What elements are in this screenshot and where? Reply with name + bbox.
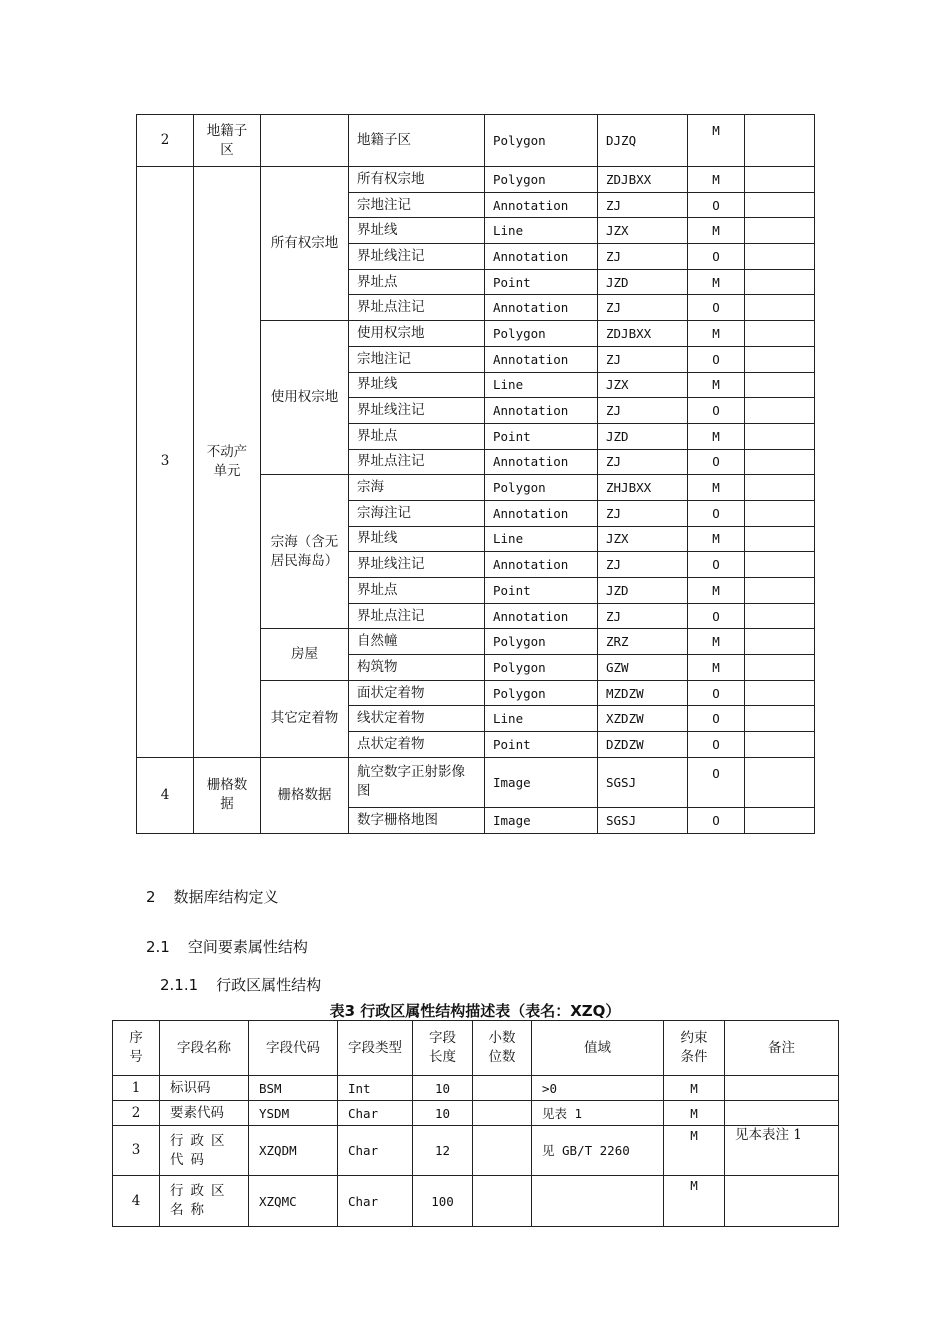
attribute-structure-table — [112, 1020, 839, 1227]
geometry-type: Polygon — [485, 167, 598, 193]
geometry-type: Point — [485, 269, 598, 295]
field-length: 100 — [413, 1176, 473, 1227]
column-header: 字段代码 — [249, 1021, 338, 1076]
layer-name: 宗地注记 — [349, 192, 485, 218]
geometry-type: Line — [485, 526, 598, 552]
field-decimals — [473, 1176, 532, 1227]
table-row — [113, 1101, 839, 1126]
feature-layer-table — [136, 114, 815, 834]
layer-name: 界址线注记 — [349, 552, 485, 578]
table-caption: 表3 行政区属性结构描述表（表名：XZQ） — [329, 1002, 621, 1020]
remark — [745, 321, 815, 347]
constraint: M — [664, 1126, 725, 1176]
layer-code: ZHJBXX — [598, 475, 688, 501]
geometry-type: Annotation — [485, 603, 598, 629]
remark — [745, 578, 815, 604]
table-row — [137, 757, 815, 807]
remark — [745, 526, 815, 552]
constraint: M — [688, 423, 745, 449]
layer-name: 线状定着物 — [349, 706, 485, 732]
remark — [745, 655, 815, 681]
constraint: O — [688, 732, 745, 758]
geometry-type: Polygon — [485, 321, 598, 347]
value-domain — [532, 1176, 664, 1227]
field-type: Char — [338, 1126, 413, 1176]
constraint: O — [688, 295, 745, 321]
layer-code: XZDZW — [598, 706, 688, 732]
field-decimals — [473, 1101, 532, 1126]
geometry-type: Annotation — [485, 552, 598, 578]
field-length: 10 — [413, 1101, 473, 1126]
layer-name: 自然幢 — [349, 629, 485, 655]
remark — [745, 552, 815, 578]
constraint: O — [688, 807, 745, 833]
constraint: M — [688, 115, 745, 167]
layer-name: 界址点注记 — [349, 449, 485, 475]
layer-name: 界址点 — [349, 269, 485, 295]
constraint: O — [688, 346, 745, 372]
layer-name: 界址线注记 — [349, 244, 485, 270]
constraint: O — [688, 757, 745, 807]
group-cell: 所有权宗地 — [261, 167, 349, 321]
remark — [745, 372, 815, 398]
geometry-type: Point — [485, 578, 598, 604]
column-header: 字段长度 — [413, 1021, 473, 1076]
row-number: 1 — [113, 1076, 160, 1101]
note: 见本表注 1 — [725, 1126, 839, 1176]
group-cell: 其它定着物 — [261, 680, 349, 757]
heading-section-2: 2 数据库结构定义 — [146, 888, 279, 906]
category-cell: 地籍子区 — [194, 115, 261, 167]
geometry-type: Image — [485, 807, 598, 833]
geometry-type: Image — [485, 757, 598, 807]
remark — [745, 167, 815, 193]
geometry-type: Annotation — [485, 295, 598, 321]
layer-code: JZX — [598, 218, 688, 244]
layer-name: 构筑物 — [349, 655, 485, 681]
group-cell: 宗海（含无居民海岛） — [261, 475, 349, 629]
layer-code: MZDZW — [598, 680, 688, 706]
geometry-type: Polygon — [485, 680, 598, 706]
layer-code: ZJ — [598, 192, 688, 218]
layer-name: 面状定着物 — [349, 680, 485, 706]
constraint: M — [688, 655, 745, 681]
layer-code: ZJ — [598, 346, 688, 372]
layer-name: 地籍子区 — [349, 115, 485, 167]
constraint: O — [688, 398, 745, 424]
constraint: M — [688, 372, 745, 398]
constraint: M — [688, 526, 745, 552]
layer-name: 界址线 — [349, 526, 485, 552]
geometry-type: Annotation — [485, 500, 598, 526]
constraint: O — [688, 680, 745, 706]
layer-name: 点状定着物 — [349, 732, 485, 758]
geometry-type: Annotation — [485, 449, 598, 475]
layer-code: ZDJBXX — [598, 167, 688, 193]
field-name: 行政区名称 — [160, 1176, 249, 1227]
remark — [745, 115, 815, 167]
constraint: M — [664, 1101, 725, 1126]
note — [725, 1076, 839, 1101]
row-number: 2 — [137, 115, 194, 167]
constraint: M — [688, 475, 745, 501]
remark — [745, 269, 815, 295]
layer-code: JZD — [598, 269, 688, 295]
row-number: 4 — [113, 1176, 160, 1227]
layer-code: JZX — [598, 372, 688, 398]
heading-section-2-1: 2.1 空间要素属性结构 — [146, 938, 308, 956]
layer-code: SGSJ — [598, 807, 688, 833]
row-number: 3 — [113, 1126, 160, 1176]
remark — [745, 475, 815, 501]
field-length: 12 — [413, 1126, 473, 1176]
layer-code: ZJ — [598, 552, 688, 578]
constraint: O — [688, 192, 745, 218]
layer-name: 界址点注记 — [349, 295, 485, 321]
geometry-type: Line — [485, 372, 598, 398]
layer-name: 界址点注记 — [349, 603, 485, 629]
layer-code: ZJ — [598, 603, 688, 629]
group-cell: 房屋 — [261, 629, 349, 680]
layer-code: SGSJ — [598, 757, 688, 807]
layer-name: 界址点 — [349, 578, 485, 604]
remark — [745, 295, 815, 321]
layer-code: JZD — [598, 578, 688, 604]
table-row — [113, 1126, 839, 1176]
geometry-type: Polygon — [485, 475, 598, 501]
field-code: XZQDM — [249, 1126, 338, 1176]
layer-name: 界址点 — [349, 423, 485, 449]
group-cell — [261, 115, 349, 167]
constraint: O — [688, 244, 745, 270]
remark — [745, 218, 815, 244]
layer-code: DJZQ — [598, 115, 688, 167]
layer-name: 界址线注记 — [349, 398, 485, 424]
note — [725, 1101, 839, 1126]
category-cell: 不动产单元 — [194, 167, 261, 758]
column-header: 字段类型 — [338, 1021, 413, 1076]
remark — [745, 680, 815, 706]
remark — [745, 500, 815, 526]
table-row — [113, 1176, 839, 1227]
remark — [745, 732, 815, 758]
column-header: 小数位数 — [473, 1021, 532, 1076]
geometry-type: Point — [485, 423, 598, 449]
layer-code: ZJ — [598, 449, 688, 475]
remark — [745, 757, 815, 807]
geometry-type: Annotation — [485, 346, 598, 372]
field-name: 标识码 — [160, 1076, 249, 1101]
field-name: 要素代码 — [160, 1101, 249, 1126]
geometry-type: Annotation — [485, 398, 598, 424]
row-number: 4 — [137, 757, 194, 833]
constraint: O — [688, 706, 745, 732]
geometry-type: Annotation — [485, 192, 598, 218]
heading-section-2-1-1: 2.1.1 行政区属性结构 — [160, 976, 322, 994]
constraint: O — [688, 552, 745, 578]
layer-code: JZX — [598, 526, 688, 552]
column-header: 约束条件 — [664, 1021, 725, 1076]
value-domain: >0 — [532, 1076, 664, 1101]
layer-code: ZJ — [598, 500, 688, 526]
note — [725, 1176, 839, 1227]
geometry-type: Polygon — [485, 115, 598, 167]
field-code: XZQMC — [249, 1176, 338, 1227]
layer-code: GZW — [598, 655, 688, 681]
constraint: M — [688, 321, 745, 347]
field-length: 10 — [413, 1076, 473, 1101]
table-row — [113, 1076, 839, 1101]
field-code: YSDM — [249, 1101, 338, 1126]
remark — [745, 449, 815, 475]
row-number: 3 — [137, 167, 194, 758]
constraint: O — [688, 500, 745, 526]
geometry-type: Annotation — [485, 244, 598, 270]
geometry-type: Line — [485, 706, 598, 732]
remark — [745, 423, 815, 449]
constraint: M — [664, 1076, 725, 1101]
value-domain: 见表 1 — [532, 1101, 664, 1126]
geometry-type: Line — [485, 218, 598, 244]
value-domain: 见 GB/T 2260 — [532, 1126, 664, 1176]
column-header: 备注 — [725, 1021, 839, 1076]
layer-code: DZDZW — [598, 732, 688, 758]
layer-name: 数字栅格地图 — [349, 807, 485, 833]
category-cell: 栅格数据 — [194, 757, 261, 833]
layer-name: 航空数字正射影像图 — [349, 757, 485, 807]
field-decimals — [473, 1076, 532, 1101]
geometry-type: Polygon — [485, 629, 598, 655]
table-row — [137, 167, 815, 193]
constraint: O — [688, 603, 745, 629]
layer-name: 宗地注记 — [349, 346, 485, 372]
layer-code: ZDJBXX — [598, 321, 688, 347]
layer-code: ZJ — [598, 295, 688, 321]
row-number: 2 — [113, 1101, 160, 1126]
layer-code: ZRZ — [598, 629, 688, 655]
field-name: 行政区代码 — [160, 1126, 249, 1176]
layer-name: 界址线 — [349, 372, 485, 398]
remark — [745, 346, 815, 372]
layer-name: 界址线 — [349, 218, 485, 244]
group-cell: 栅格数据 — [261, 757, 349, 833]
remark — [745, 192, 815, 218]
constraint: M — [688, 629, 745, 655]
table-row — [137, 115, 815, 167]
layer-name: 宗海注记 — [349, 500, 485, 526]
geometry-type: Point — [485, 732, 598, 758]
remark — [745, 398, 815, 424]
layer-code: ZJ — [598, 398, 688, 424]
layer-code: ZJ — [598, 244, 688, 270]
group-cell: 使用权宗地 — [261, 321, 349, 475]
constraint: M — [688, 167, 745, 193]
field-type: Char — [338, 1101, 413, 1126]
constraint: M — [688, 269, 745, 295]
layer-name: 宗海 — [349, 475, 485, 501]
column-header: 值域 — [532, 1021, 664, 1076]
field-type: Int — [338, 1076, 413, 1101]
remark — [745, 706, 815, 732]
field-code: BSM — [249, 1076, 338, 1101]
field-decimals — [473, 1126, 532, 1176]
geometry-type: Polygon — [485, 655, 598, 681]
field-type: Char — [338, 1176, 413, 1227]
remark — [745, 629, 815, 655]
remark — [745, 807, 815, 833]
remark — [745, 244, 815, 270]
constraint: M — [688, 578, 745, 604]
layer-code: JZD — [598, 423, 688, 449]
remark — [745, 603, 815, 629]
constraint: M — [688, 218, 745, 244]
column-header: 序号 — [113, 1021, 160, 1076]
layer-name: 使用权宗地 — [349, 321, 485, 347]
constraint: O — [688, 449, 745, 475]
layer-name: 所有权宗地 — [349, 167, 485, 193]
table-header-row — [113, 1021, 839, 1076]
column-header: 字段名称 — [160, 1021, 249, 1076]
constraint: M — [664, 1176, 725, 1227]
